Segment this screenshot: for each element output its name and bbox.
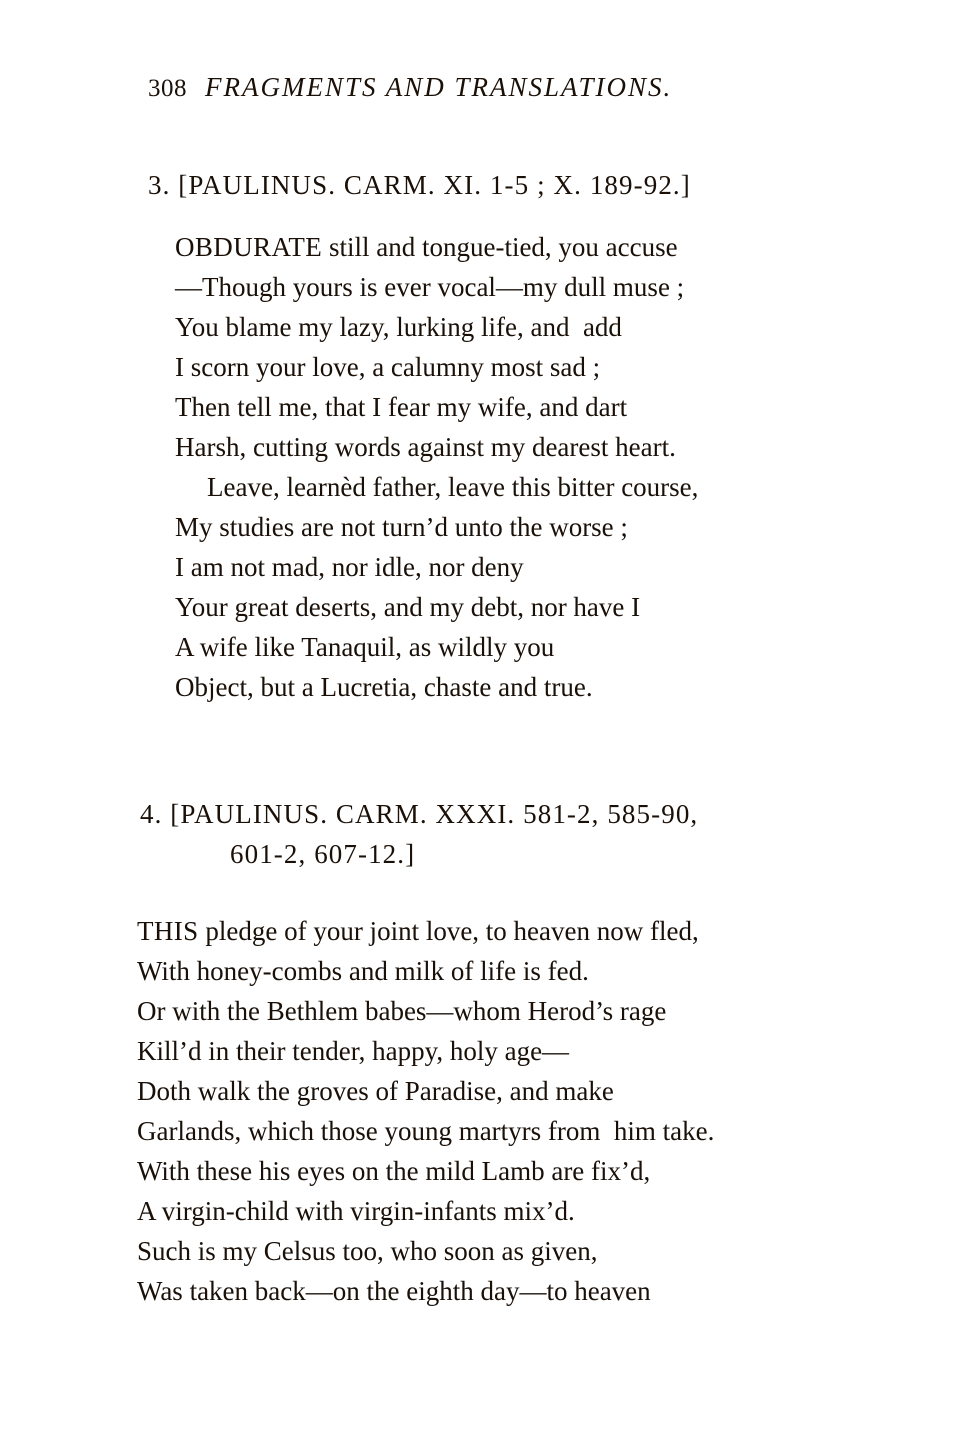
poem-line: With honey-combs and milk of life is fed. (137, 955, 589, 986)
opening-word: THIS (137, 915, 199, 946)
poem-line: Was taken back—on the eighth day—to heaven (137, 1275, 651, 1306)
poem-body-3 (0, 227, 962, 707)
poem-line: A virgin-child with virgin-infants mix’d. (137, 1195, 575, 1226)
page-number: 308 (148, 75, 187, 102)
poem-body-4 (0, 911, 962, 1311)
opening-word: OBDURATE (175, 232, 323, 262)
poem-line: Harsh, cutting words against my dearest heart. (175, 432, 676, 462)
running-title: FRAGMENTS AND TRANSLATIONS. (205, 72, 673, 102)
poem-line: I am not mad, nor idle, nor deny (175, 552, 524, 582)
poem-line: —Though yours is ever vocal—my dull muse ; (175, 272, 685, 302)
poem-line (175, 227, 962, 267)
poem-line: Doth walk the groves of Paradise, and make (137, 1075, 614, 1106)
poem-section-3 (0, 170, 962, 707)
poem-line: A wife like Tanaquil, as wildly you (175, 632, 555, 662)
poem-line-text: pledge of your joint love, to heaven now fled, (198, 915, 699, 946)
poem-line: Leave, learnèd father, leave this bitter course, (207, 472, 699, 502)
poem-line: Kill’d in their tender, happy, holy age— (137, 1035, 570, 1066)
poem-heading-line-2: 601-2, 607-12.] (230, 838, 416, 869)
poem-line: Then tell me, that I fear my wife, and dart (175, 392, 628, 422)
poem-line: Garlands, which those young martyrs from him take. (137, 1115, 715, 1146)
poem-line: You blame my lazy, lurking life, and add (175, 312, 622, 342)
poem-heading-line-1: 4. [PAULINUS. CARM. XXXI. 581-2, 585-90, (140, 799, 699, 829)
poem-heading-3: 3. [PAULINUS. CARM. XI. 1-5 ; X. 189-92.] (148, 170, 691, 200)
poem-line-text: still and tongue-tied, you accuse (322, 232, 678, 262)
poem-line: Or with the Bethlem babes—whom Herod’s rage (137, 995, 667, 1026)
poem-line (137, 911, 962, 951)
poem-line: My studies are not turn’d unto the worse ; (175, 512, 628, 542)
poem-line: Such is my Celsus too, who soon as given, (137, 1235, 598, 1266)
running-head (148, 72, 862, 103)
poem-line: Object, but a Lucretia, chaste and true. (175, 672, 593, 702)
poem-section-4 (0, 795, 962, 1311)
poem-line: I scorn your love, a calumny most sad ; (175, 352, 601, 382)
poem-line: Your great deserts, and my debt, nor have I (175, 592, 641, 622)
poem-heading-4 (0, 795, 962, 875)
poem-line: With these his eyes on the mild Lamb are fix’d, (137, 1155, 651, 1186)
